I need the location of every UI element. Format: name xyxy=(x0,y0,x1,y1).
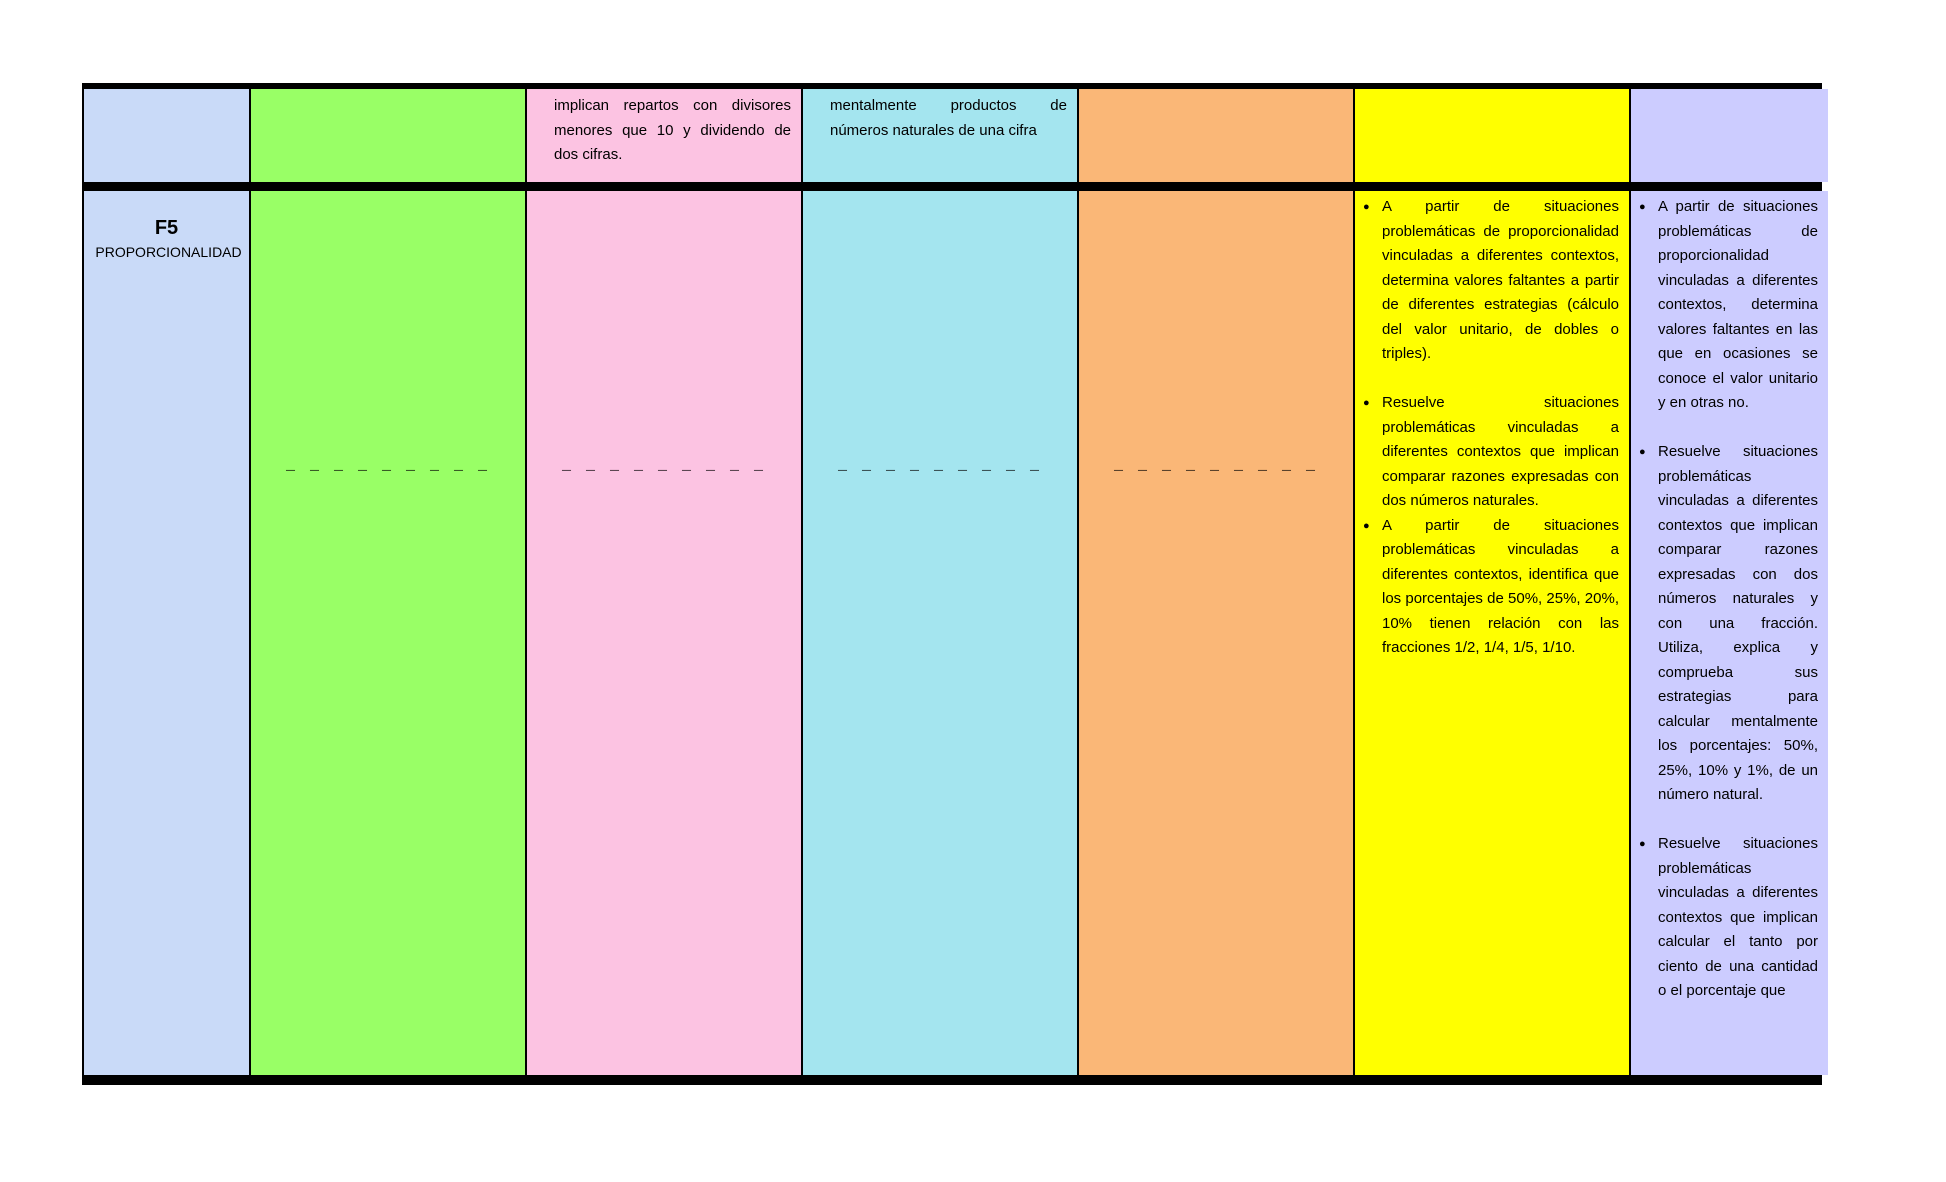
empty-placeholder: _ _ _ _ _ _ _ _ _ xyxy=(837,457,1043,474)
list-item: ● A partir de situaciones problemáticas vinculadas a diferentes contextos, identifica que los porcentajes de 50%, 25%, 20%, 10% tienen relación con las fracciones 1/2, 1/4, 1/5, 1/10. xyxy=(1359,514,1619,661)
grade-cell xyxy=(1079,89,1353,182)
grade-cell xyxy=(1631,191,1828,1075)
empty-placeholder: _ _ _ _ _ _ _ _ _ xyxy=(285,457,491,474)
competency-code: F5 xyxy=(154,217,179,239)
grade-cell xyxy=(1355,89,1629,182)
list-item: ● A partir de situaciones problemáticas de proporcionalidad vinculadas a diferentes contextos, determina valores faltantes en las que en ocasiones se conoce el valor unitario y en otras no. xyxy=(1635,195,1818,416)
grade-cell xyxy=(803,89,1077,182)
grade-cell xyxy=(527,89,801,182)
curriculum-table xyxy=(82,83,1822,1085)
bullet-list xyxy=(1631,191,1828,1004)
list-item: ● Resuelve situaciones problemáticas vinculadas a diferentes contextos que implican comparar razones expresadas con dos números naturales. xyxy=(1359,391,1619,514)
competency-cell xyxy=(84,191,249,1075)
list-item: ● Resuelve situaciones problemáticas vinculadas a diferentes contextos que implican comparar razones expresadas con dos números naturales y con una fracción. Utiliza, explica y comprueba sus estrategias para calcular mentalmente los porcentajes: 50%, 25%, 10% y 1%, de un número natural. xyxy=(1635,440,1818,808)
grade-cell xyxy=(803,191,1077,1075)
empty-placeholder: _ _ _ _ _ _ _ _ _ xyxy=(1113,457,1319,474)
list-item: ● A partir de situaciones problemáticas de proporcionalidad vinculadas a diferentes contextos, determina valores faltantes a partir de diferentes estrategias (cálculo del valor unitario, de dobles o triples). xyxy=(1359,195,1619,367)
grade-cell xyxy=(251,89,525,182)
competency-cell xyxy=(84,89,249,182)
grade-cell xyxy=(251,191,525,1075)
competency-title: PROPORCIONALIDAD xyxy=(95,244,242,260)
grade-cell xyxy=(1631,89,1828,182)
bullet-list xyxy=(1355,191,1629,661)
table-row xyxy=(82,89,1822,182)
grade-cell xyxy=(1079,191,1353,1075)
empty-placeholder: _ _ _ _ _ _ _ _ _ xyxy=(561,457,767,474)
list-item: ● Resuelve situaciones problemáticas vinculadas a diferentes contextos que implican calcular el tanto por ciento de una cantidad o el porcentaje que xyxy=(1635,832,1818,1004)
grade-cell xyxy=(1355,191,1629,1075)
cell-text: implican repartos con divisores menores que 10 y dividendo de dos cifras. xyxy=(554,97,791,163)
cell-text: mentalmente productos de números naturales de una cifra xyxy=(830,97,1067,139)
table-row xyxy=(82,191,1822,1075)
grade-cell xyxy=(527,191,801,1075)
